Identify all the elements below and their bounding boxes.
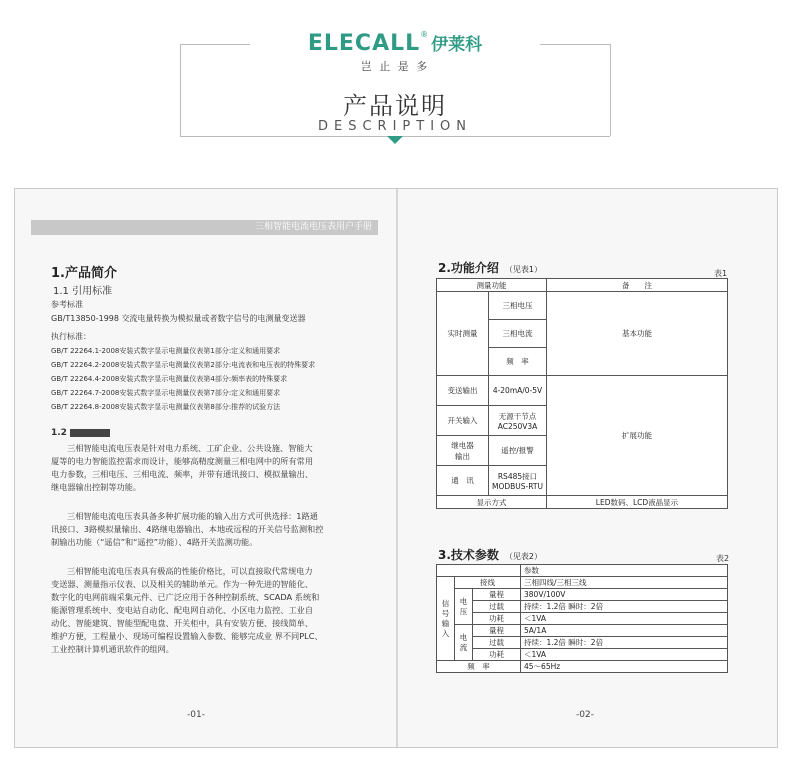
intro-paragraph-2-line: 制输出功能（“遥信”和“遥控”功能）、4路开关监测功能。	[51, 537, 258, 547]
table-cell: 三相电流	[489, 320, 547, 348]
table-cell: 三相电压	[489, 292, 547, 320]
reference-standard: GB/T13850-1998 交流电量转换为模拟量或者数字信号的电测量变送器	[51, 314, 306, 323]
exec-standards-label: 执行标准：	[51, 332, 91, 341]
table-cell: 电流	[455, 625, 473, 661]
reference-label: 参考标准	[51, 300, 83, 309]
table-cell: 显示方式	[437, 496, 547, 509]
intro-paragraph-3-line: 变送器、测量指示仪表、以及相关的辅助单元。作为一种先进的智能化、	[51, 579, 314, 589]
table-cell: 频 率	[489, 348, 547, 376]
subsection-title-standards: 1.1 引用标准	[53, 286, 113, 297]
table-cell: 功耗	[473, 613, 521, 625]
subsection-title-features: 1.2	[51, 428, 110, 438]
table-cell: 持续：1.2倍 瞬时：2倍	[521, 601, 728, 613]
brand-name: ELECALL	[307, 31, 421, 56]
page-number: -02-	[576, 710, 594, 720]
section-title-intro: 1.产品简介	[51, 266, 117, 281]
table-header-cell: 测量功能	[437, 279, 547, 292]
intro-paragraph-3-line: 工业控制计算机通讯软件的组网。	[51, 644, 174, 654]
table-cell: 遥控/报警	[489, 436, 547, 466]
function-table	[436, 278, 728, 509]
exec-standard-item: GB/T 22264.8-2008安装式数字显示电测量仪表第8部分:推荐的试验方法	[51, 403, 281, 411]
page-title: 产品说明	[343, 92, 447, 120]
table-cell: 功耗	[473, 649, 521, 661]
table-cell: 三相四线/三相三线	[521, 577, 728, 589]
intro-paragraph-1-line: 厦等的电力智能监控需求而设计，能够高精度测量三相电网中的所有常用	[51, 456, 314, 466]
table-cell: RS485接口 MODBUS-RTU	[489, 466, 547, 496]
table-cell: 持续：1.2倍 瞬时：2倍	[521, 637, 728, 649]
table-cell: ＜1VA	[521, 649, 728, 661]
table-cell: 开关输入	[437, 406, 489, 436]
brand-name-cn: 伊莱科	[431, 35, 483, 55]
header-frame-bottom-right	[402, 136, 610, 137]
table-cell: 频 率	[437, 661, 521, 673]
intro-paragraph-3-line: 能源管理系统中、变电站自动化、配电网自动化、小区电力监控、工业自	[51, 605, 314, 615]
table-header-cell: 参数	[521, 565, 728, 577]
table-cell: 继电器 输出	[437, 436, 489, 466]
page-subtitle: DESCRIPTION	[318, 119, 472, 134]
table-header-cell: 备 注	[547, 279, 728, 292]
intro-paragraph-2-line: 讯接口、3路模拟量输出、4路继电器输出、本地或远程的开关信号监测和控	[51, 524, 324, 534]
table-cell: ＜1VA	[521, 613, 728, 625]
exec-standard-item: GB/T 22264.4-2008安装式数字显示电测量仪表第4部分:频率表的特殊要求	[51, 375, 288, 383]
table-label: 表1	[714, 269, 728, 278]
table-cell	[437, 565, 521, 577]
exec-standard-item: GB/T 22264.2-2008安装式数字显示电测量仪表第2部分:电流表和电压表的特殊要求	[51, 361, 316, 369]
manual-spread	[14, 188, 778, 748]
table-cell: 过载	[473, 601, 521, 613]
table-cell: LED数码、LCD液晶显示	[547, 496, 728, 509]
intro-paragraph-1-line: 电力参数，三相电压、三相电流、频率，并带有通讯接口、模拟量输出、	[51, 469, 314, 479]
intro-paragraph-3-line: 三相智能电流电压表具有极高的性能价格比，可以直接取代常规电力	[67, 566, 313, 576]
table-cell: 扩展功能	[547, 376, 728, 496]
intro-paragraph-1-line: 三相智能电流电压表是针对电力系统、工矿企业、公共设施、智能大	[67, 443, 313, 453]
intro-paragraph-2-line: 三相智能电流电压表具备多种扩展功能的输入出方式可供选择：1路通	[67, 511, 318, 521]
header-frame-bottom-left	[180, 136, 388, 137]
table-label: 表2	[716, 554, 730, 563]
intro-paragraph-3-line: 数字化的电网前端采集元件、已广泛应用于各种控制系统、SCADA 系统和	[51, 592, 320, 602]
registered-mark: ®	[420, 30, 429, 39]
table-cell: 信号输入	[437, 577, 455, 661]
table-cell: 5A/1A	[521, 625, 728, 637]
brand-slogan: 岂 止 是 多	[360, 60, 430, 73]
page-number: -01-	[187, 710, 205, 720]
manual-page-left	[15, 189, 396, 747]
intro-paragraph-1-line: 继电器输出控制等功能。	[51, 482, 142, 492]
intro-paragraph-3-line: 动化、智能建筑、智能型配电盘、开关柜中，具有安装方便、接线简单、	[51, 618, 314, 628]
table-cell: 通 讯	[437, 466, 489, 496]
table-cell: 45～65Hz	[521, 661, 728, 673]
spec-table	[436, 564, 728, 673]
manual-page-right	[398, 189, 778, 747]
section-title-functions: 2.功能介绍 （见表1）	[438, 261, 543, 275]
intro-paragraph-3-line: 维护方便，工程量小、现场可编程设置输入参数、能够完成业 界不同PLC、	[51, 631, 323, 641]
table-cell: 380V/100V	[521, 589, 728, 601]
down-triangle-icon	[387, 136, 403, 144]
table-cell: 电压	[455, 589, 473, 625]
table-cell: 4-20mA/0-5V	[489, 376, 547, 406]
manual-title-bar: 三相智能电流电压表用户手册	[31, 220, 378, 235]
table-cell: 变送输出	[437, 376, 489, 406]
exec-standard-item: GB/T 22264.7-2008安装式数字显示电测量仪表第7部分:定义和通用要求	[51, 389, 281, 397]
table-cell: 量程	[473, 589, 521, 601]
exec-standard-item: GB/T 22264.1-2008安装式数字显示电测量仪表第1部分:定义和通用要求	[51, 347, 281, 355]
section-title-specs: 3.技术参数 （见表2）	[438, 548, 543, 562]
table-cell: 过载	[473, 637, 521, 649]
table-cell: 基本功能	[547, 292, 728, 376]
table-cell: 量程	[473, 625, 521, 637]
table-cell: 无源干节点 AC250V3A	[489, 406, 547, 436]
table-cell: 接线	[455, 577, 521, 589]
table-cell: 实时测量	[437, 292, 489, 376]
brand-logo	[0, 30, 790, 56]
illegible-heading-glyphs	[70, 429, 110, 437]
